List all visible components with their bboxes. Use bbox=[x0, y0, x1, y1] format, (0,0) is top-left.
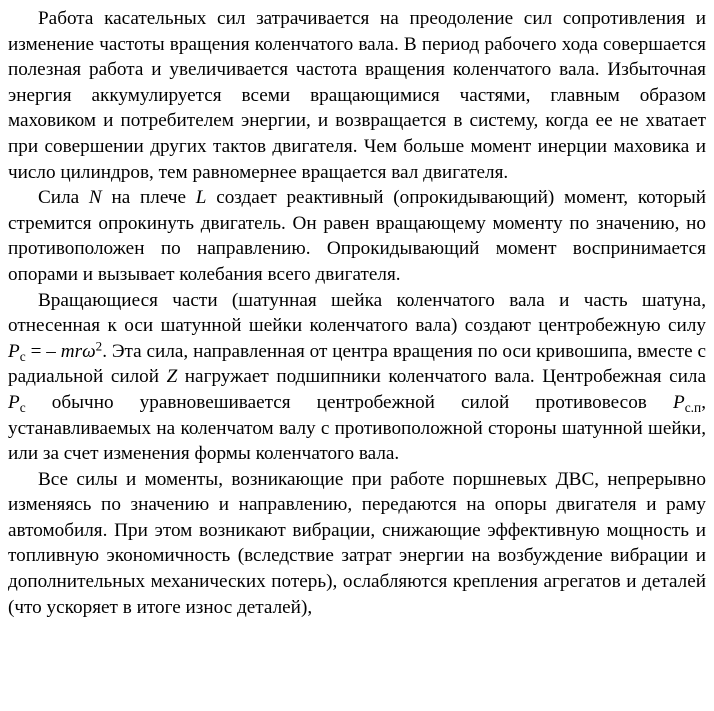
p3-seg-0: Вращающиеся части (шатунная шейка коленчатого вала и часть шатуна, отнесенная к оси шатунной шейки коленчатого вала) создают центробежную силу bbox=[8, 289, 706, 337]
p3-symbol-pc-group bbox=[8, 392, 26, 413]
p3-symbol-omega: ω bbox=[82, 340, 96, 362]
p3-seg-12: обычно уравновешивается центробежной силой противовесов bbox=[25, 391, 673, 413]
p2-symbol-n: N bbox=[88, 187, 102, 209]
p2-symbol-l: L bbox=[195, 187, 207, 209]
p3-formula-centrifugal-force bbox=[8, 338, 103, 364]
paragraph-1: Работа касательных сил затрачивается на преодоление сил сопротивления и изменение частоты вращения коленчатого вала. В период рабочего хода совершается полезная работа и увеличивается частота вращения коленчатого вала. Избыточная энергия аккумулируется всеми вращающимися частями, главным образом маховиком и потребителем энергии, и возвращается в систему, когда ее не хватает при совершении других тактов двигателя. Чем больше момент инерции маховика и число цилиндров, тем равномернее вращается вал двигателя. bbox=[8, 8, 706, 183]
p3-subscript-c-2: c bbox=[19, 399, 26, 415]
p3-symbol-p-3: P bbox=[672, 391, 685, 413]
p3-symbol-mr: mr bbox=[60, 340, 83, 362]
p3-subscript-sp: с.п bbox=[684, 399, 702, 415]
p3-symbol-p: P bbox=[8, 340, 20, 362]
paragraph-2 bbox=[8, 185, 706, 287]
paragraph-3 bbox=[8, 288, 706, 467]
document-text-body bbox=[8, 6, 706, 620]
p3-subscript-c: c bbox=[19, 348, 26, 364]
p3-superscript-2: 2 bbox=[95, 338, 103, 354]
p3-seg-7: . Эта сила, направленная от центра вращения по оси кривошипа, вместе с радиальной силой bbox=[8, 340, 706, 388]
p2-seg-4: создает реактивный (опрокидывающий) момент, который стремится опрокинуть двигатель. Он равен вращающему моменту по значению, но противоположен по направлению. Опрокидывающий момент воспринимается опорами и вызывает колебания всего двигателя. bbox=[8, 187, 706, 285]
p3-symbol-psp-group bbox=[673, 392, 701, 413]
p3-seg-9: нагружает подшипники коленчатого вала. Центробежная сила bbox=[177, 366, 706, 388]
p3-symbol-p-2: P bbox=[8, 391, 20, 413]
p2-seg-2: на плече bbox=[101, 187, 196, 209]
p3-seg-15: , устанавливаемых на коленчатом валу с противоположной стороны шатунной шейки, или за счет изменения формы коленчатого вала. bbox=[8, 391, 706, 465]
p2-seg-0: Сила bbox=[38, 187, 89, 209]
p3-symbol-z: Z bbox=[166, 366, 178, 388]
p3-seg-equals: = – bbox=[25, 340, 61, 362]
paragraph-4: Все силы и моменты, возникающие при работе поршневых ДВС, непрерывно изменяясь по значению и направлению, передаются на опоры двигателя и раму автомобиля. При этом возникают вибрации, снижающие эффективную мощность и топливную экономичность (вследствие затрат энергии на возбуждение вибрации и дополнительных механических потерь), ослабляются крепления агрегатов и деталей (что ускоряет в итоге износ деталей), bbox=[8, 468, 706, 618]
